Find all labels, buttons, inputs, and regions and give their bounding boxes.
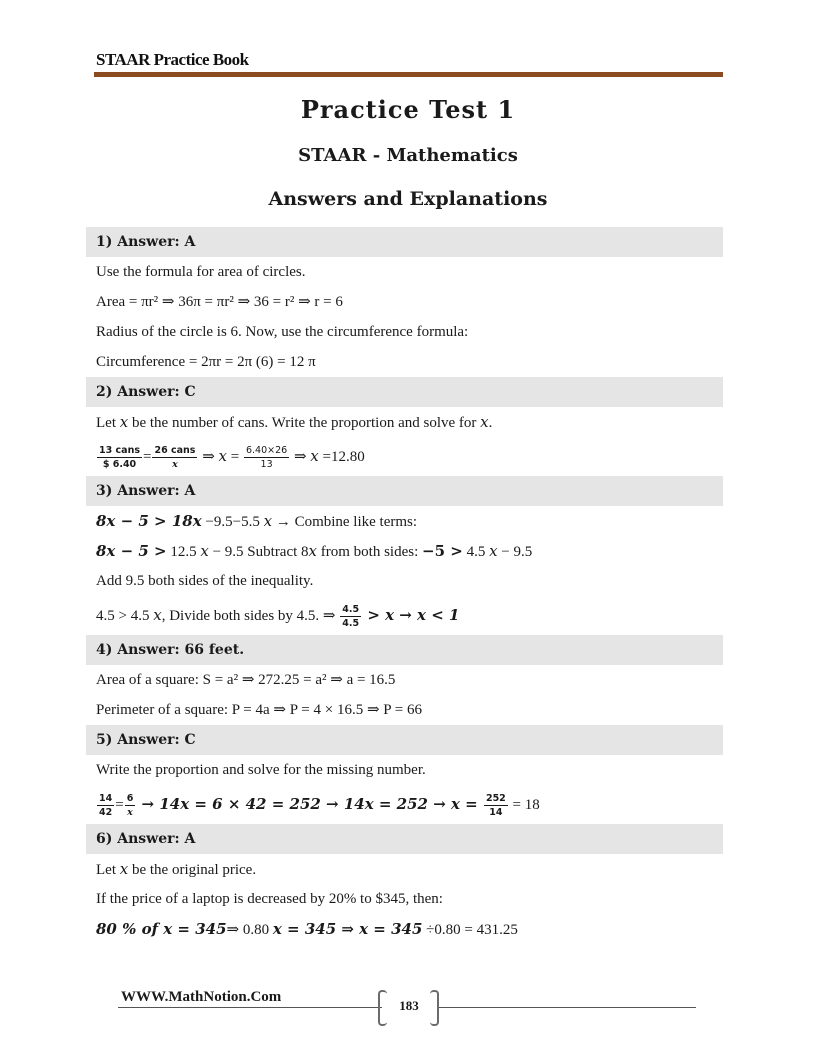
answer-3-line-2 <box>86 536 723 566</box>
equals: = <box>115 797 124 813</box>
math: 8x − 5 > <box>96 542 167 560</box>
variable-x: x <box>119 860 129 878</box>
answer-1-line-2: Area = πr² ⇒ 36π = πr² ⇒ 36 = r² ⇒ r = 6 <box>96 294 343 310</box>
numerator: 26 cans <box>154 445 196 457</box>
result: =12.80 <box>318 449 365 465</box>
numerator: 13 cans <box>99 445 140 457</box>
variable-x: x <box>489 542 498 560</box>
denominator: 42 <box>99 807 113 819</box>
equals: = <box>143 449 152 465</box>
numerator: 14 <box>99 793 113 805</box>
footer-website: WWW.MathNotion.Com <box>121 989 282 1005</box>
fraction-solution <box>244 444 289 471</box>
page-number: 183 <box>399 998 419 1013</box>
text: , Divide both sides by 4.5. ⇒ <box>161 608 340 624</box>
variable-x: x <box>480 413 489 431</box>
numerator: 6.40×26 <box>245 445 288 457</box>
answer-4-line-1: Area of a square: S = a² ⇒ 272.25 = a² ⇒ a = 16.5 <box>96 672 396 688</box>
answer-6-line-1 <box>86 854 723 884</box>
fraction-252-14 <box>484 792 508 819</box>
numerator: 6 <box>126 793 134 805</box>
page-subtitle: STAAR - Mathematics <box>298 145 518 166</box>
fraction-cans-price <box>97 444 142 471</box>
fraction-6-x <box>125 792 136 819</box>
variable-x: x <box>310 447 319 465</box>
answer-6-line-3 <box>86 914 723 944</box>
text: 4.5 > 4.5 <box>96 608 154 624</box>
answer-3-line-1 <box>86 506 723 536</box>
answer-1-line-3: Radius of the circle is 6. Now, use the circumference formula: <box>96 324 469 340</box>
text: Let <box>96 415 120 431</box>
math: > x → x < 1 <box>362 606 460 624</box>
answer-3-header: 3) Answer: A <box>86 476 723 506</box>
equals: = <box>227 449 243 465</box>
text: 4.5 <box>462 544 490 560</box>
text: . <box>488 415 493 431</box>
text: be the original price. <box>128 862 257 878</box>
page-bracket-left <box>378 990 387 1026</box>
variable-x: x <box>263 512 273 530</box>
denominator: 13 <box>260 459 273 471</box>
answer-5-header: 5) Answer: C <box>86 725 723 755</box>
variable-x: x <box>153 606 162 624</box>
text: → Combine like terms: <box>272 514 418 530</box>
denominator: 4.5 <box>342 618 360 630</box>
answers-content <box>86 227 723 944</box>
answer-1-header: 1) Answer: A <box>86 227 723 257</box>
text: − 9.5 Subtract 8 <box>208 544 309 560</box>
denominator: x <box>172 459 178 471</box>
text: ⇒ 0.80 <box>226 922 273 938</box>
answer-3-line-4 <box>86 596 723 635</box>
text: ÷0.80 = 431.25 <box>422 922 518 938</box>
answer-1-line-4: Circumference = 2πr = 2π (6) = 12 π <box>96 354 316 370</box>
text: − 9.5 <box>497 544 533 560</box>
fraction-4-5 <box>340 603 361 630</box>
math: −5 > <box>422 542 463 560</box>
answer-5-line-2 <box>86 785 723 824</box>
fraction-cans-x <box>152 444 197 471</box>
implies: ⇒ <box>290 449 311 465</box>
answer-2-line-1 <box>86 407 723 437</box>
text: 12.5 <box>166 544 201 560</box>
variable-x: x <box>119 413 129 431</box>
book-title: STAAR Practice Book <box>96 50 249 69</box>
answer-5-line-1: Write the proportion and solve for the missing number. <box>96 762 426 778</box>
fraction-14-42 <box>97 792 114 819</box>
math: x = 345 ⇒ x = 345 <box>272 920 423 938</box>
section-title: Answers and Explanations <box>268 188 548 210</box>
text: −9.5−5.5 <box>201 514 264 530</box>
text: be the number of cans. Write the proportion and solve for <box>128 415 481 431</box>
answer-2-header: 2) Answer: C <box>86 377 723 407</box>
header-rule <box>94 72 723 77</box>
variable-x: x <box>308 542 318 560</box>
math: 8x − 5 > 18x <box>96 512 202 530</box>
implies: ⇒ <box>198 449 219 465</box>
footer-rule-left <box>118 1007 382 1008</box>
numerator: 4.5 <box>342 604 360 616</box>
footer-rule-right <box>438 1007 696 1008</box>
denominator: x <box>127 807 133 819</box>
result: = 18 <box>508 797 540 813</box>
denominator: 14 <box>489 807 503 819</box>
math: → 14x = 6 × 42 = 252 → 14x = 252 → x = <box>136 795 483 813</box>
answer-1-line-1: Use the formula for area of circles. <box>96 264 306 280</box>
text: Let <box>96 862 120 878</box>
answer-3-line-3: Add 9.5 both sides of the inequality. <box>96 573 314 589</box>
math: 80 % of x = 345 <box>96 920 227 938</box>
answer-6-header: 6) Answer: A <box>86 824 723 854</box>
answer-2-line-2 <box>86 437 723 476</box>
page-bracket-right <box>430 990 439 1026</box>
answer-4-header: 4) Answer: 66 feet. <box>86 635 723 665</box>
variable-x: x <box>200 542 209 560</box>
numerator: 252 <box>485 793 506 805</box>
page-title: Practice Test 1 <box>300 95 516 124</box>
variable-x: x <box>218 447 228 465</box>
answer-4-line-2: Perimeter of a square: P = 4a ⇒ P = 4 × 16.5 ⇒ P = 66 <box>96 702 423 718</box>
answer-6-line-2: If the price of a laptop is decreased by 20% to $345, then: <box>96 891 443 907</box>
text: from both sides: <box>317 544 423 560</box>
denominator: $ 6.40 <box>102 459 137 471</box>
